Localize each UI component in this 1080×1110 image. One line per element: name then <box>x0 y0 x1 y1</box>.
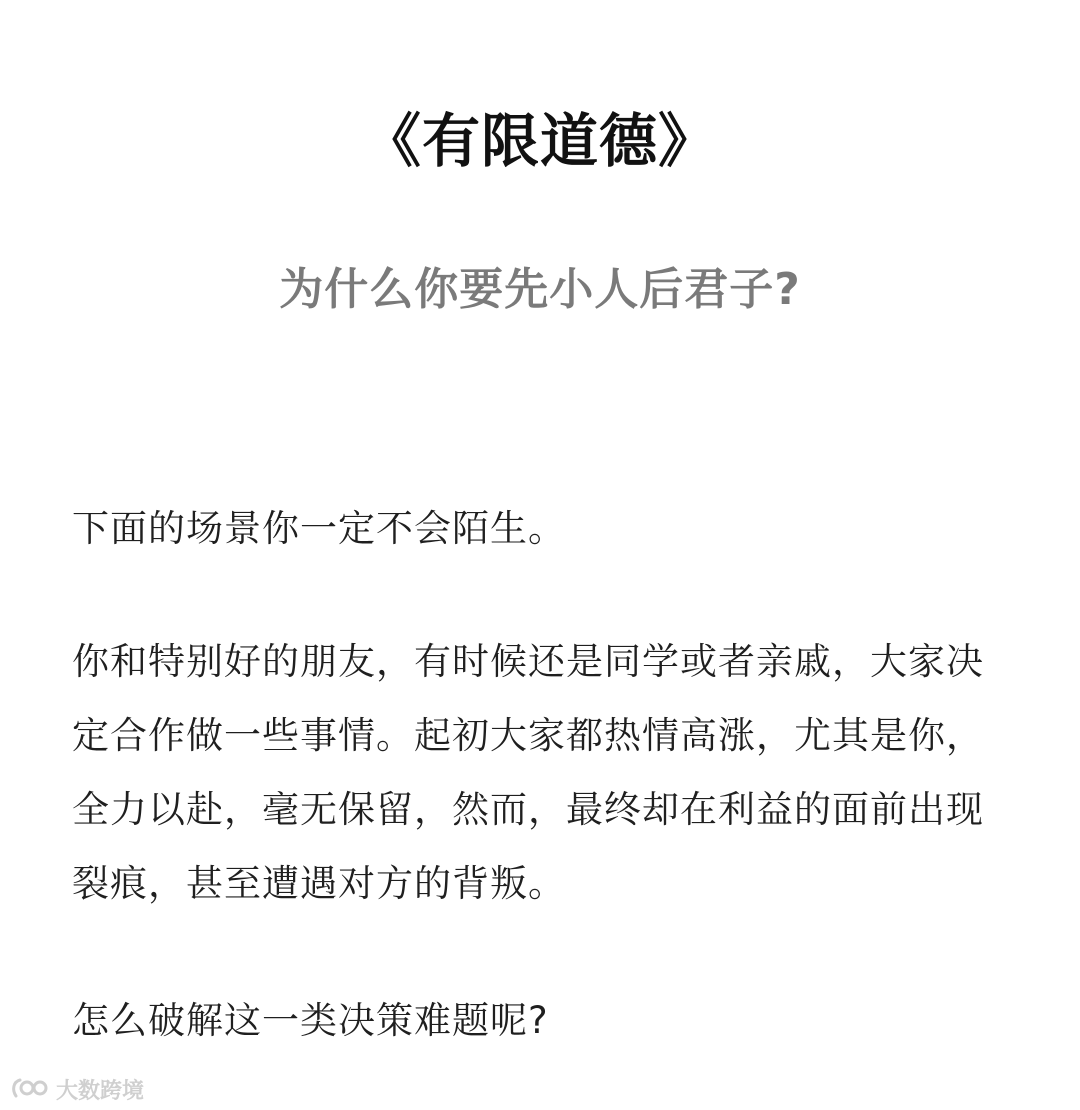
paragraph-question: 怎么破解这一类决策难题呢? <box>72 999 549 1042</box>
watermark <box>10 1072 144 1106</box>
page-subtitle: 为什么你要先小人后君子? <box>279 263 801 315</box>
paragraph-intro: 下面的场景你一定不会陌生。 <box>72 507 566 550</box>
brand-logo-icon <box>10 1076 50 1102</box>
watermark-text: 大数跨境 <box>56 1078 145 1104</box>
page-title: 《有限道德》 <box>362 106 717 175</box>
paragraph-scenario: 你和特别好的朋友，有时候还是同学或者亲戚，大家决定合作做一些事情。起初大家都热情高涨，尤其是你，全力以赴，毫无保留，然而，最终却在利益的面前出现裂痕，甚至遭遇对方的背叛。 <box>72 640 984 905</box>
